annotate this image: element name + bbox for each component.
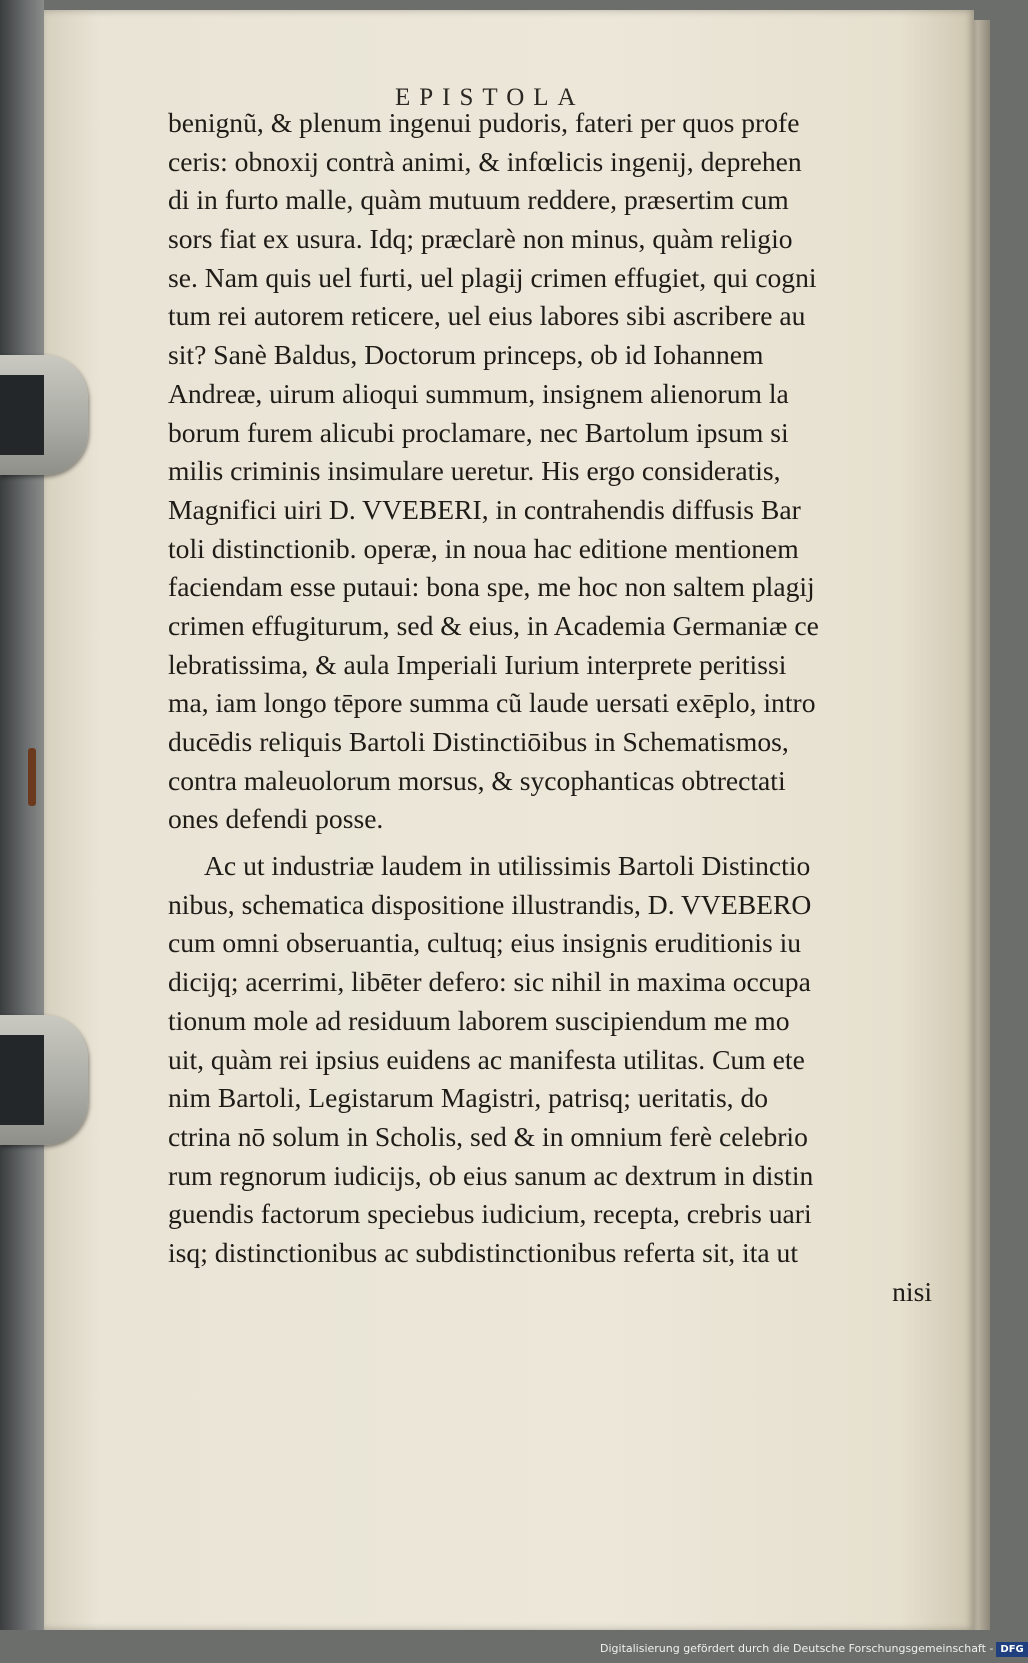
text-line: ma, iam longo tēpore summa cũ laude uersati exēplo, intro xyxy=(168,687,816,719)
text-line: Magnifici uiri D. VVEBERI, in contrahendis diffusis Bar xyxy=(168,493,801,525)
text-line: tionum mole ad residuum laborem suscipiendum me mo xyxy=(168,1004,790,1036)
text-line: ones defendi posse. xyxy=(168,803,384,835)
paragraph-start-line: Ac ut industriæ laudem in utilissimis Bartoli Distinctio xyxy=(204,850,811,882)
text-line: nibus, schematica dispositione illustrandis, D. VVEBERO xyxy=(168,888,812,920)
running-head: EPISTOLA xyxy=(395,84,585,111)
text-line: uit, quàm rei ipsius euidens ac manifesta utilitas. Cum ete xyxy=(168,1043,805,1075)
text-line: sors fiat ex usura. Idq; præclarè non minus, quàm religio xyxy=(168,223,793,255)
text-line: guendis factorum speciebus iudicium, recepta, crebris uari xyxy=(168,1198,812,1230)
catchword: nisi xyxy=(892,1275,932,1307)
credit-text: Digitalisierung gefördert durch die Deutsche Forschungsgemeinschaft - xyxy=(600,1642,994,1655)
text-line: milis criminis insimulare ueretur. His ergo consideratis, xyxy=(168,455,781,487)
text-line: benignũ, & plenum ingenui pudoris, fateri per quos profe xyxy=(168,107,800,138)
text-line: isq; distinctionibus ac subdistinctionibus referta sit, ita ut xyxy=(168,1236,798,1268)
text-line: borum furem alicubi proclamare, nec Bartolum ipsum si xyxy=(168,416,789,448)
text-line: di in furto malle, quàm mutuum reddere, præsertim cum xyxy=(168,184,789,216)
text-line: crimen effugiturum, sed & eius, in Academia Germaniæ ce xyxy=(168,609,819,641)
text-line: dicijq; acerrimi, libēter defero: sic nihil in maxima occupa xyxy=(168,966,811,998)
text-line: cum omni obseruantia, cultuq; eius insignis eruditionis iu xyxy=(168,927,802,959)
text-line: lebratissima, & aula Imperiali Iurium interprete peritissi xyxy=(168,648,787,680)
text-line: tum rei autorem reticere, uel eius labores sibi ascribere au xyxy=(168,300,806,332)
text-line: nim Bartoli, Legistarum Magistri, patrisq; ueritatis, do xyxy=(168,1082,769,1114)
dfg-logo: DFG xyxy=(996,1642,1027,1657)
text-line: contra maleuolorum morsus, & sycophanticas obtrectati xyxy=(168,764,786,796)
clamp-strap-bottom xyxy=(0,1035,44,1125)
text-line: Andreæ, uirum alioqui summum, insignem alienorum la xyxy=(168,377,789,409)
text-line: se. Nam quis uel furti, uel plagij crimen effugiet, qui cogni xyxy=(168,261,817,293)
text-line: toli distinctionib. operæ, in noua hac editione mentionem xyxy=(168,532,799,564)
binding-mark xyxy=(28,748,36,806)
scan-background-left xyxy=(0,0,44,1630)
text-line: rum regnorum iudicijs, ob eius sanum ac dextrum in distin xyxy=(168,1159,814,1191)
clamp-strap-top xyxy=(0,375,44,455)
text-line: ducēdis reliquis Bartoli Distinctiōibus in Schematismos, xyxy=(168,726,789,757)
digitization-credit xyxy=(600,1638,1024,1660)
body-text xyxy=(168,104,980,1311)
text-line: faciendam esse putaui: bona spe, me hoc non saltem plagij xyxy=(168,571,815,603)
text-line: ceris: obnoxij contrà animi, & infœlicis ingenij, deprehen xyxy=(168,145,802,177)
text-line: sit? Sanè Baldus, Doctorum princeps, ob id Iohannem xyxy=(168,339,764,371)
text-line: ctrina nō solum in Scholis, sed & in omnium ferè celebrio xyxy=(168,1120,808,1152)
